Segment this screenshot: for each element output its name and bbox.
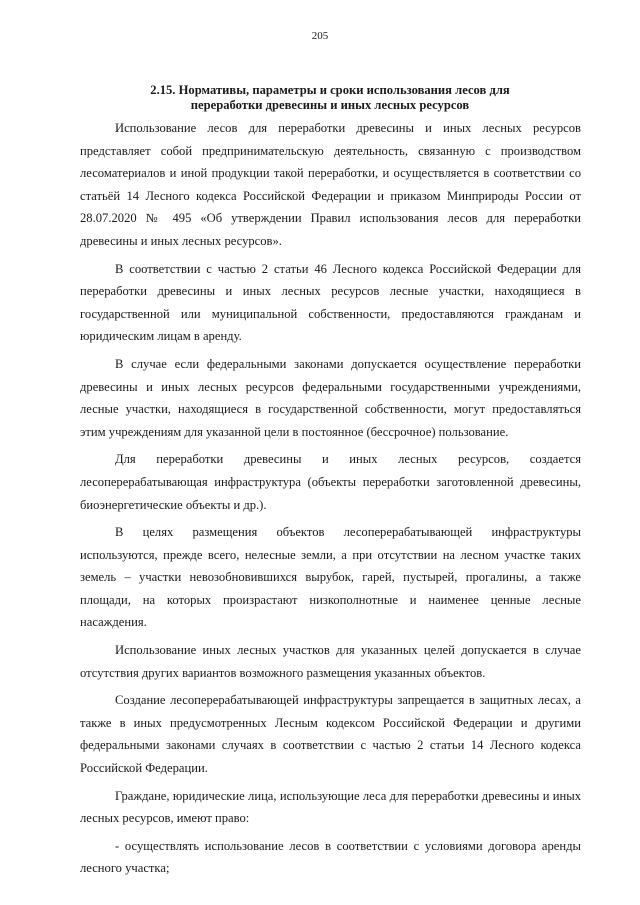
section-heading <box>80 83 580 112</box>
body-text <box>80 117 581 885</box>
paragraph: Использование иных лесных участков для указанных целей допускается в случае отсутствия других вариантов возможного размещения указанных объектов. <box>80 643 581 680</box>
page-number: 205 <box>311 30 329 42</box>
paragraph: В соответствии с частью 2 статьи 46 Лесного кодекса Российской Федерации для переработки древесины и иных лесных ресурсов лесные участки, находящиеся в государственной или муниципальной собственности, предоставляются гражданам и юридическим лицам в аренду. <box>80 261 581 344</box>
paragraph: Создание лесоперерабатывающей инфраструктуры запрещается в защитных лесах, а также в иных предусмотренных Лесным кодексом Российской Федерации и другими федеральными законами случаях в соответствии с частью 2 статьи 14 Лесного кодекса Российской Федерации. <box>80 693 581 776</box>
paragraph: В случае если федеральными законами допускается осуществление переработки древесины и иных лесных ресурсов федеральными государственными учреждениями, лесные участки, находящиеся в государственной собственности, могут предоставляться этим учреждениям для указанной цели в постоянное (бессрочное) пользование. <box>80 356 581 439</box>
section-heading-line-1: 2.15. Нормативы, параметры и сроки использования лесов для <box>150 83 510 97</box>
paragraph: Для переработки древесины и иных лесных ресурсов, создается лесоперерабатывающая инфраструктура (объекты переработки заготовленной древесины, биоэнергетические объекты и др.). <box>80 452 581 512</box>
paragraph: В целях размещения объектов лесоперерабатывающей инфраструктуры используются, прежде всего, нелесные земли, а при отсутствии на лесном участке таких земель – участки невозобновившихся вырубок, гарей, пустырей, прогалины, а также площади, на которых произрастают низкополнотные и наименее ценные лесные насаждения. <box>80 525 581 630</box>
paragraph: Использование лесов для переработки древесины и иных лесных ресурсов представляет собой предпринимательскую деятельность, связанную с производством лесоматериалов и иной продукции такой переработки, и осуществляется в соответствии со статьёй 14 Лесного кодекса Российской Федерации и приказом Минприроды России от 28.07.2020 № 495 «Об утверждении Правил использования лесов для переработки древесины и иных лесных ресурсов». <box>80 121 581 248</box>
list-item: - осуществлять использование лесов в соответствии с условиями договора аренды лесного участка; <box>80 838 581 876</box>
section-heading-line-2: переработки древесины и иных лесных ресурсов <box>190 97 470 112</box>
paragraph: Граждане, юридические лица, использующие леса для переработки древесины и иных лесных ресурсов, имеют право: <box>80 788 581 826</box>
